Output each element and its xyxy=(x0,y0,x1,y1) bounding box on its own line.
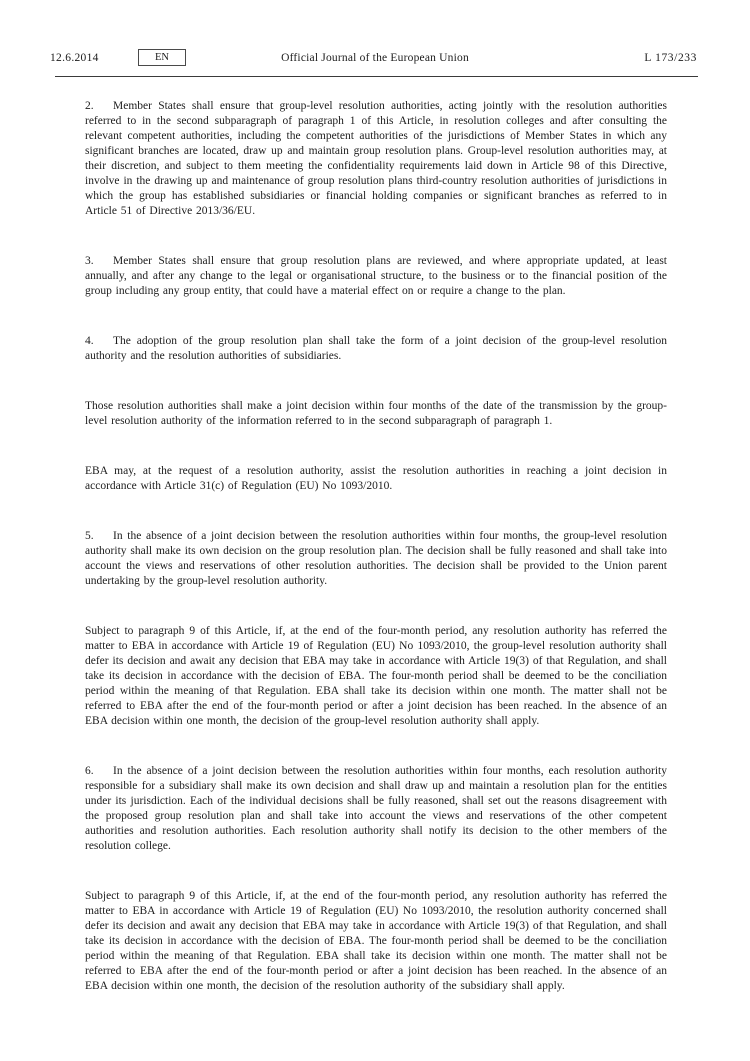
paragraph-4-sub-2 xyxy=(85,464,667,494)
paragraph-text: Subject to paragraph 9 of this Article, if, at the end of the four-month period, any resolution authority has referred the matter to EBA in accordance with Article 19 of Regulation (EU) No 1093/2010, the group-level resolution authority shall defer its decision and await any decision that EBA may take in accordance with Article 19(3) of that Regulation, and shall take its decision in accordance with the decision of EBA. The four-month period shall be deemed to be the conciliation period within the meaning of that Regulation. EBA shall take its decision within one month. The matter shall not be referred to EBA after the end of the four-month period or after a joint decision has been reached. In the absence of an EBA decision within one month, the decision of the group-level resolution authority shall apply. xyxy=(85,625,667,727)
paragraph-number: 3. xyxy=(85,255,94,267)
paragraph-4 xyxy=(85,334,667,364)
header-date: 12.6.2014 xyxy=(50,52,99,64)
header-rule xyxy=(55,76,698,77)
journal-title: Official Journal of the European Union xyxy=(281,52,469,64)
article-body xyxy=(85,99,667,994)
paragraph-6-sub-1 xyxy=(85,889,667,994)
paragraph-3 xyxy=(85,254,667,299)
paragraph-5 xyxy=(85,529,667,589)
paragraph-text: In the absence of a joint decision between the resolution authorities within four months, the group-level resolution authority shall make its own decision on the group resolution plan. The decision shall be fully reasoned and shall take into account the views and reservations of other resolution authorities. The decision shall be provided to the Union parent undertaking by the group-level resolution authority. xyxy=(85,530,667,587)
paragraph-number: 5. xyxy=(85,530,94,542)
paragraph-text: Member States shall ensure that group resolution plans are reviewed, and where appropriate updated, at least annually, and after any change to the legal or organisational structure, to the business or to the financial position of the group including any group entity, that could have a material effect on or require a change to the plan. xyxy=(85,255,667,297)
paragraph-text: The adoption of the group resolution plan shall take the form of a joint decision of the group-level resolution authority and the resolution authorities of subsidiaries. xyxy=(85,335,667,362)
paragraph-text: Those resolution authorities shall make a joint decision within four months of the date of the transmission by the group-level resolution authority of the information referred to in the second subparagraph of paragraph 1. xyxy=(85,400,667,427)
paragraph-number: 6. xyxy=(85,765,94,777)
page-header xyxy=(0,48,750,70)
paragraph-text: In the absence of a joint decision between the resolution authorities within four months, each resolution authority responsible for a subsidiary shall make its own decision and shall draw up and maintain a resolution plan for the entities under its jurisdiction. Each of the individual decisions shall be fully reasoned, shall set out the reasons disagreement with the proposed group resolution plan and shall take into account the views and reservations of the other competent authorities and resolution authorities. Each resolution authority shall notify its decision to the other members of the resolution college. xyxy=(85,765,667,852)
paragraph-6 xyxy=(85,764,667,854)
paragraph-4-sub-1 xyxy=(85,399,667,429)
page-reference: L 173/233 xyxy=(644,52,697,64)
paragraph-text: Member States shall ensure that group-level resolution authorities, acting jointly with the resolution authorities referred to in the second subparagraph of paragraph 1 of this Article, in resolution colleges and after consulting the relevant competent authorities, including the competent authorities of the jurisdictions of Member States in which any significant branches are located, draw up and maintain group resolution plans. Group-level resolution authorities may, at their discretion, and subject to them meeting the confidentiality requirements laid down in Article 98 of this Directive, involve in the drawing up and maintenance of group resolution plans third-country resolution authorities of jurisdictions in which the group has established subsidiaries or financial holding companies or significant branches as referred to in Article 51 of Directive 2013/36/EU. xyxy=(85,100,667,217)
paragraph-number: 4. xyxy=(85,335,94,347)
paragraph-text: Subject to paragraph 9 of this Article, if, at the end of the four-month period, any resolution authority has referred the matter to EBA in accordance with Article 19 of Regulation (EU) No 1093/2010, the resolution authority concerned shall defer its decision and await any decision that EBA may take in accordance with Article 19(3) of that Regulation, and shall take its decision in accordance with the decision of EBA. The four-month period shall be deemed to be the conciliation period within the meaning of that Regulation. EBA shall take its decision within one month. The matter shall not be referred to EBA after the end of the four-month period or after a joint decision has been reached. In the absence of an EBA decision within one month, the decision of the resolution authority of the subsidiary shall apply. xyxy=(85,890,667,992)
paragraph-5-sub-1 xyxy=(85,624,667,729)
paragraph-2 xyxy=(85,99,667,219)
language-badge: EN xyxy=(138,49,186,66)
paragraph-number: 2. xyxy=(85,100,94,112)
paragraph-text: EBA may, at the request of a resolution authority, assist the resolution authorities in reaching a joint decision in accordance with Article 31(c) of Regulation (EU) No 1093/2010. xyxy=(85,465,667,492)
